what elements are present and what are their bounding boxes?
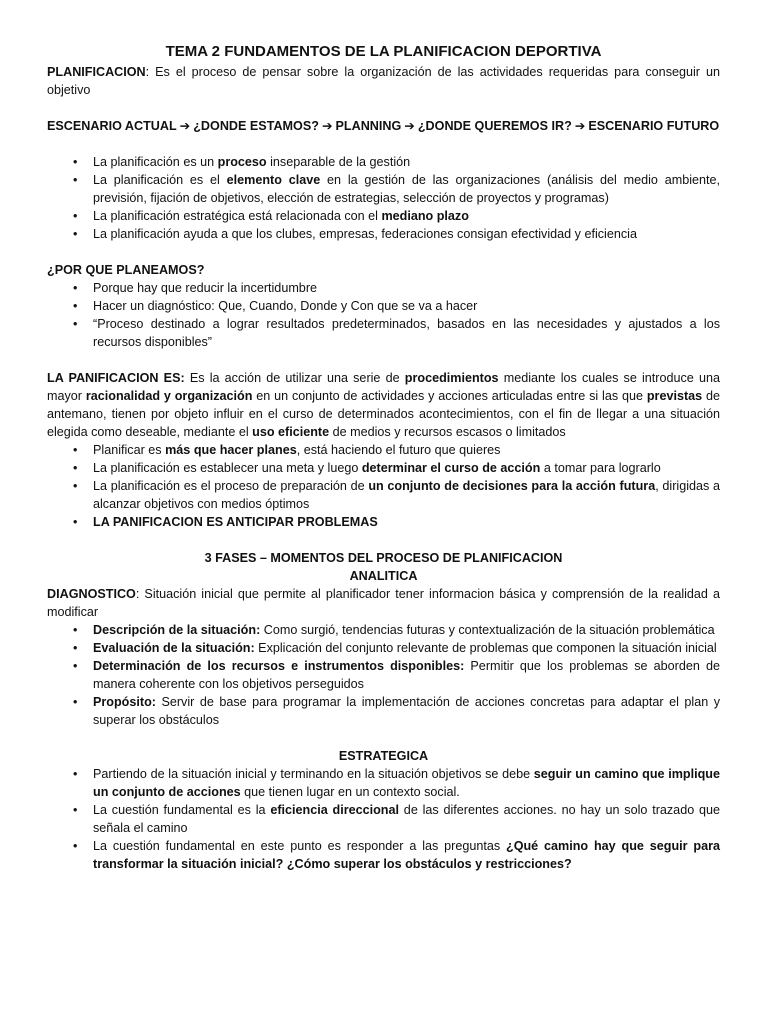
list-item: • LA PANIFICACION ES ANTICIPAR PROBLEMAS	[73, 515, 378, 529]
scenario-flow: ESCENARIO ACTUAL ➔ ¿DONDE ESTAMOS? ➔ PLANNING ➔ ¿DONDE QUEREMOS IR? ➔ ESCENARIO FUTURO	[47, 119, 720, 133]
bullet-icon: •	[73, 479, 78, 493]
bullet-icon: •	[73, 209, 78, 223]
bullet-icon: •	[73, 227, 78, 241]
planning-characteristics-list	[47, 153, 720, 243]
bullet-icon: •	[73, 461, 78, 475]
arrow-right-icon: ➔	[321, 119, 333, 133]
section-heading-phases: 3 FASES – MOMENTOS DEL PROCESO DE PLANIFICACION	[204, 551, 563, 565]
bullet-icon: •	[73, 317, 78, 331]
subheading-estrategica: ESTRATEGICA	[338, 749, 429, 763]
arrow-right-icon: ➔	[404, 119, 415, 133]
why-list	[47, 279, 720, 351]
list-item: • Planificar es más que hacer planes, está haciendo el futuro que quieres	[73, 443, 501, 457]
analitica-list	[47, 621, 720, 729]
list-item: • Porque hay que reducir la incertidumbre	[73, 281, 318, 295]
diagnostico-paragraph: DIAGNOSTICO: Situación inicial que permite al planificador tener informacion básica y comprensión de la realidad a modificar	[47, 587, 720, 619]
list-item: • La planificación es establecer una meta y luego determinar el curso de acción a tomar para lograrlo	[73, 461, 661, 475]
bullet-icon: •	[73, 155, 78, 169]
bullet-icon: •	[73, 641, 78, 655]
estrategica-list	[47, 765, 720, 873]
definition-paragraph: PLANIFICACION: Es el proceso de pensar sobre la organización de las actividades requeridas para conseguir un objetivo	[47, 65, 720, 97]
section-heading-why: ¿POR QUE PLANEAMOS?	[47, 263, 205, 277]
list-item: • Hacer un diagnóstico: Que, Cuando, Donde y Con que se va a hacer	[73, 299, 478, 313]
list-item: • La planificación ayuda a que los clubes, empresas, federaciones consigan efectividad y eficiencia	[73, 227, 637, 241]
list-item: • Propósito: Servir de base para programar la implementación de acciones concretas para adaptar el plan y superar los obstáculos	[73, 695, 720, 727]
list-item: • La planificación es el proceso de preparación de un conjunto de decisiones para la acción futura, dirigidas a alcanzar objetivos con medios óptimos	[73, 479, 720, 511]
bullet-icon: •	[73, 767, 78, 781]
bullet-icon: •	[73, 299, 78, 313]
list-item: • Descripción de la situación: Como surgió, tendencias futuras y contextualización de la situación problemática	[73, 623, 715, 637]
subheading-analitica: ANALITICA	[349, 569, 418, 583]
bullet-icon: •	[73, 173, 78, 187]
list-item: • Partiendo de la situación inicial y terminando en la situación objetivos se debe seguir un camino que implique un conjunto de acciones que tienen lugar en un contexto social.	[73, 767, 720, 799]
arrow-right-icon: ➔	[179, 119, 191, 133]
list-item: • Determinación de los recursos e instrumentos disponibles: Permitir que los problemas se aborden de manera coherente con los objetivos perseguidos	[73, 659, 720, 691]
bullet-icon: •	[73, 839, 78, 853]
bullet-icon: •	[73, 623, 78, 637]
list-item: • “Proceso destinado a lograr resultados predeterminados, basados en las necesidades y ajustados a los recursos disponibles”	[73, 317, 720, 349]
bullet-icon: •	[73, 443, 78, 457]
list-item: • La planificación estratégica está relacionada con el mediano plazo	[73, 209, 469, 223]
list-item: • La cuestión fundamental en este punto es responder a las preguntas ¿Qué camino hay que seguir para transformar la situación inicial? ¿Cómo superar los obstáculos y restricciones?	[73, 839, 720, 871]
planning-statements-list	[47, 441, 720, 531]
bullet-icon: •	[73, 695, 78, 709]
panificacion-paragraph: LA PANIFICACION ES: Es la acción de utilizar una serie de procedimientos mediante los cuales se introduce una mayor racionalidad y organización en un conjunto de actividades y acciones articuladas entre si las que previstas de antemano, tienen por objeto influir en el curso de determinados acontecimientos, con el fin de llegar a una situación elegida como deseable, mediante el uso eficiente de medios y recursos escasos o limitados	[47, 371, 721, 439]
list-item: • La planificación es un proceso inseparable de la gestión	[73, 155, 411, 169]
list-item: • La planificación es el elemento clave en la gestión de las organizaciones (análisis del medio ambiente, previsión, fijación de objetivos, elección de estrategias, selección de proyectos y programas)	[73, 173, 721, 205]
page-title: TEMA 2 FUNDAMENTOS DE LA PLANIFICACION DEPORTIVA	[165, 43, 602, 60]
arrow-right-icon: ➔	[574, 119, 586, 133]
list-item: • Evaluación de la situación: Explicación del conjunto relevante de problemas que componen la situación inicial	[73, 641, 717, 655]
bullet-icon: •	[73, 803, 78, 817]
bullet-icon: •	[73, 515, 78, 529]
list-item: • La cuestión fundamental es la eficiencia direccional de las diferentes acciones. no hay un solo trazado que señala el camino	[73, 803, 721, 835]
bullet-icon: •	[73, 659, 78, 673]
bullet-icon: •	[73, 281, 78, 295]
